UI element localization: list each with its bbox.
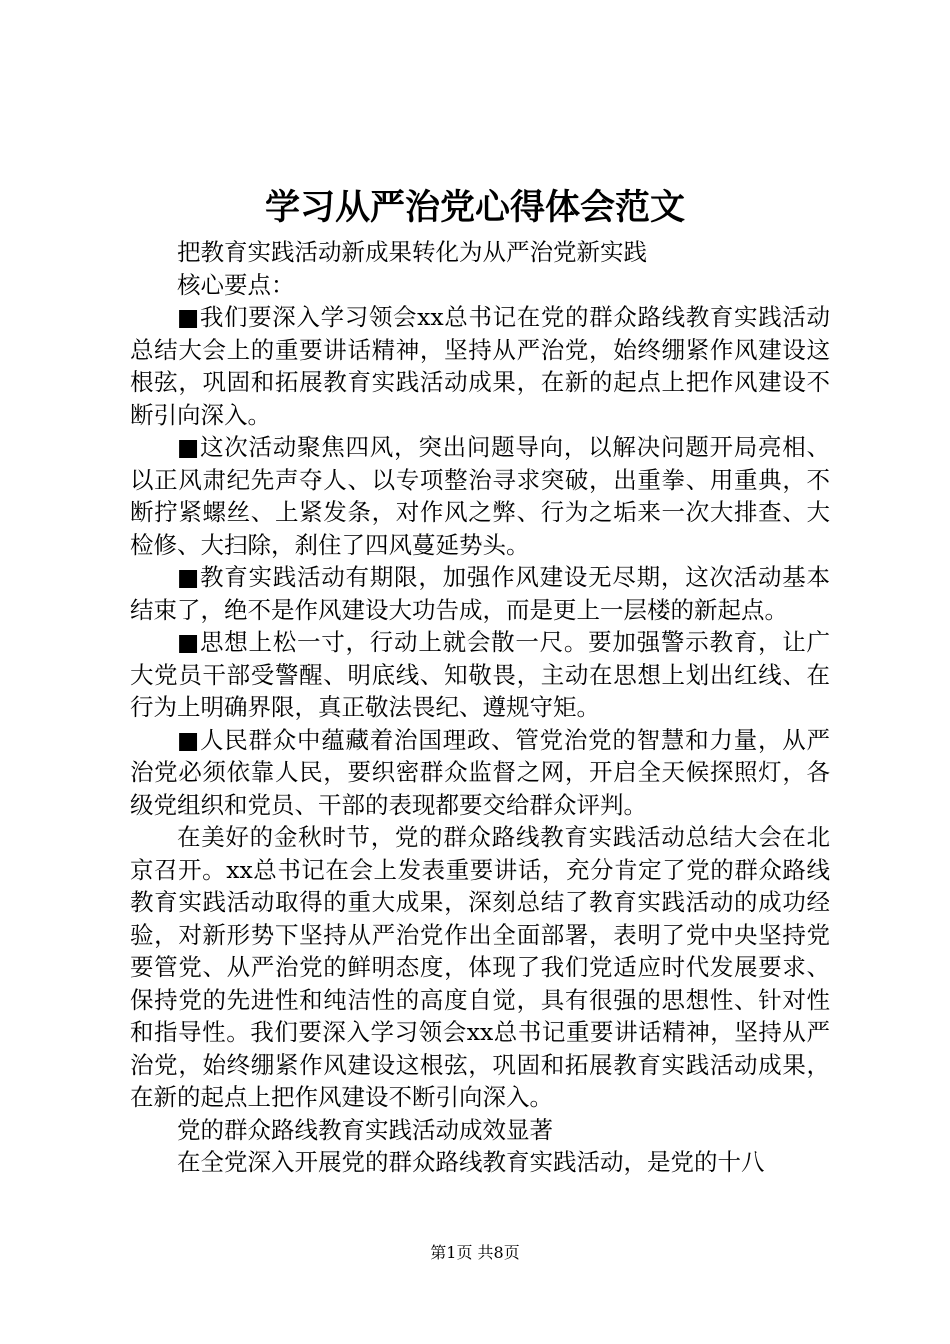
paragraph-point-2: ■这次活动聚焦四风，突出问题导向，以解决问题开局亮相、以正风肃纪先声夺人、以专项整治寻求突破，出重拳、用重典，不断拧紧螺丝、上紧发条，对作风之弊、行为之垢来一次大排查、大检修、大扫除，刹住了四风蔓延势头。 <box>130 433 830 559</box>
document-body <box>130 236 830 1179</box>
paragraph-continuation: 在全党深入开展党的群众路线教育实践活动，是党的十八 <box>177 1148 765 1176</box>
paragraph-main: 在美好的金秋时节，党的群众路线教育实践活动总结大会在北京召开。xx总书记在会上发表重要讲话，充分肯定了党的群众路线教育实践活动取得的重大成果，深刻总结了教育实践活动的成功经验，对新形势下坚持从严治党作出全面部署，表明了党中央坚持党要管党、从严治党的鲜明态度，体现了我们党适应时代发展要求、保持党的先进性和纯洁性的高度自觉，具有很强的思想性、针对性和指导性。我们要深入学习领会xx总书记重要讲话精神，坚持从严治党，始终绷紧作风建设这根弦，巩固和拓展教育实践活动成果，在新的起点上把作风建设不断引向深入。 <box>130 823 830 1111</box>
paragraph-subtitle: 把教育实践活动新成果转化为从严治党新实践 <box>177 238 647 266</box>
page-number-footer: 第1页 共8页 <box>430 1243 520 1262</box>
paragraph-point-5: ■人民群众中蕴藏着治国理政、管党治党的智慧和力量，从严治党必须依靠人民，要织密群众监督之网，开启全天候探照灯，各级党组织和党员、干部的表现都要交给群众评判。 <box>130 725 830 819</box>
document-title: 学习从严治党心得体会范文 <box>264 187 685 228</box>
paragraph-key-points-heading: 核心要点： <box>177 270 295 299</box>
paragraph-point-4: ■思想上松一寸，行动上就会散一尺。要加强警示教育，让广大党员干部受警醒、明底线、知敬畏，主动在思想上划出红线、在行为上明确界限，真正敬法畏纪、遵规守矩。 <box>130 628 830 721</box>
paragraph-point-3: ■教育实践活动有期限，加强作风建设无尽期，这次活动基本结束了，绝不是作风建设大功告成，而是更上一层楼的新起点。 <box>130 563 830 624</box>
paragraph-section-heading: 党的群众路线教育实践活动成效显著 <box>177 1115 553 1144</box>
paragraph-point-1: ■我们要深入学习领会xx总书记在党的群众路线教育实践活动总结大会上的重要讲话精神，坚持从严治党，始终绷紧作风建设这根弦，巩固和拓展教育实践活动成果，在新的起点上把作风建设不断引向深入。 <box>130 303 830 429</box>
